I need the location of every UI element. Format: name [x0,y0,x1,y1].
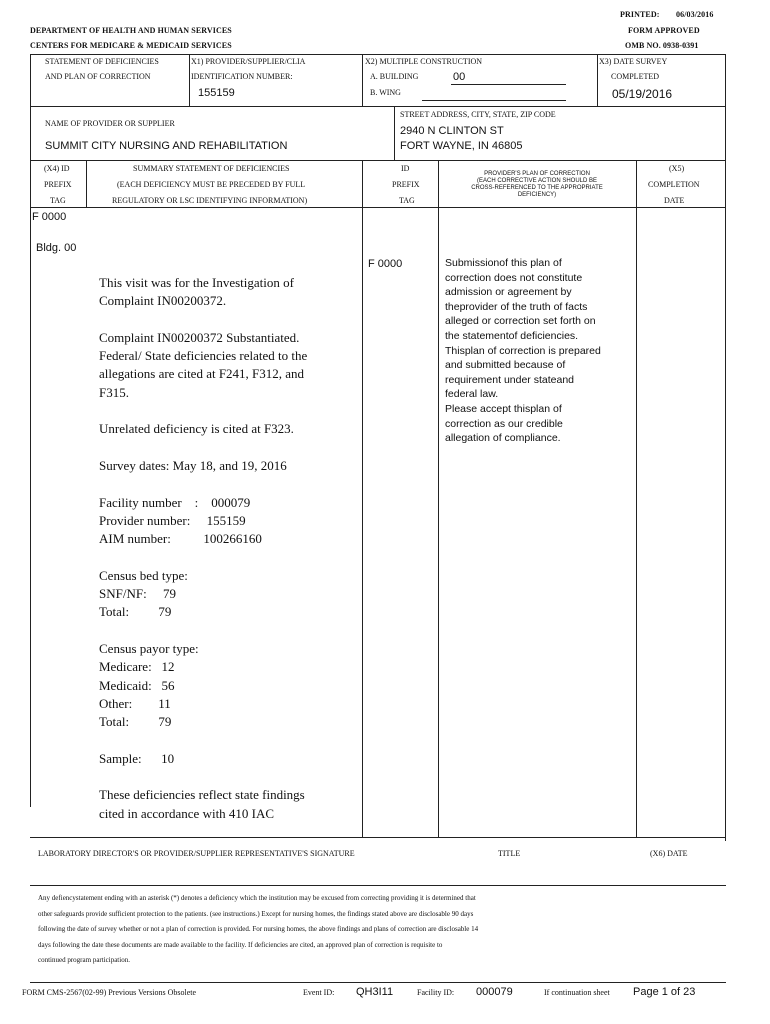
form-approved: FORM APPROVED [628,26,700,35]
summary-line: SNF/NF: 79 [99,586,176,602]
building-value: 00 [453,71,466,83]
completion-label: COMPLETION [648,180,700,189]
summary-line: Complaint IN00200372 Substantiated. [99,329,300,345]
plan-of-correction-text [445,256,633,446]
plan-line: federal law. [445,388,499,401]
address-label: STREET ADDRESS, CITY, STATE, ZIP CODE [400,110,556,119]
summary-line [99,475,307,493]
plan-line: Please accept thisplan of [445,402,562,415]
plan-line: alleged or correction set forth on [445,315,596,328]
summary-line: Survey dates: May 18, and 19, 2016 [99,457,287,473]
page-number: Page 1 of 23 [633,986,696,998]
title-label: TITLE [498,849,521,858]
x4-tag-label: TAG [50,196,66,205]
summary-line [99,311,307,329]
wing-label: B. WING [370,88,401,97]
plan-line: correction does not constitute [445,271,583,284]
disclaimer-line: days following the date these documents are made available to the facility. If deficiencies are cited, an approved plan of correction is requisite to [38,940,443,949]
plan-line: theprovider of the truth of facts [445,300,588,313]
summary-line: Medicaid: 56 [99,677,175,693]
plan-line: correction as our credible [445,417,563,430]
centers-title: CENTERS FOR MEDICARE & MEDICAID SERVICES [30,41,232,50]
statement-label: STATEMENT OF DEFICIENCIES [45,57,159,66]
summary-line: AIM number: 100266160 [99,531,262,547]
x5-label: (X5) [669,164,685,173]
id-label: ID [401,164,410,173]
date-label: DATE [664,196,685,205]
completed-label: COMPLETED [611,72,659,81]
facility-id-label: Facility ID: [417,988,455,997]
summary-line: Medicare: 12 [99,659,175,675]
disclaimer-line: following the date of survey whether or not a plan of correction is provided. For nursing homes, the above findings and plans of correction are disclosable 14 [38,925,479,934]
summary-line: Census payor type: [99,640,199,656]
disclaimer [38,891,478,969]
plan-line: requirement under stateand [445,373,574,386]
summary-line: Provider number: 155159 [99,512,246,528]
date-survey-label: X3) DATE SURVEY [599,57,668,66]
disclaimer-line: continued program participation. [38,956,130,965]
summary-line [99,731,307,749]
plan-of-correction-label: AND PLAN OF CORRECTION [45,72,151,81]
summary-subheader: (EACH DEFICIENCY MUST BE PRECEDED BY FULL [117,180,306,189]
summary-line: This visit was for the Investigation of [99,275,294,290]
provider-id-value: 155159 [198,87,235,99]
plan-line: Submissionof this plan of [445,257,562,269]
summary-statement [99,274,307,823]
provider-id-label: X1) PROVIDER/SUPPLIER/CLIA [191,57,306,66]
summary-line: Other: 11 [99,695,171,711]
provider-name-value: SUMMIT CITY NURSING AND REHABILITATION [45,140,288,152]
plan-line: the statementof deficiencies. [445,329,579,342]
summary-line [99,402,307,420]
summary-line: These deficiencies reflect state findings [99,787,305,803]
summary-line [99,768,307,786]
omb-number: OMB NO. 0938-0391 [625,41,699,50]
x6-date-label: (X6) DATE [650,849,688,858]
summary-line: cited in accordance with 410 IAC [99,805,275,821]
address-city: FORT WAYNE, IN 46805 [400,140,523,152]
summary-line: Unrelated deficiency is cited at F323. [99,421,294,437]
department-title: DEPARTMENT OF HEALTH AND HUMAN SERVICES [30,26,232,35]
identification-number-label: IDENTIFICATION NUMBER: [191,72,293,81]
summary-line [99,622,307,640]
address-street: 2940 N CLINTON ST [400,125,504,137]
building-tag: Bldg. 00 [36,242,77,254]
summary-line: Federal/ State deficiencies related to the [99,348,308,364]
printed-label: PRINTED: [620,10,660,19]
left-tag: F 0000 [32,211,67,223]
summary-line: Total: 79 [99,604,172,620]
event-id-value: QH3I11 [356,986,394,998]
right-tag: F 0000 [368,258,403,270]
summary-line [99,439,307,457]
plan-line: admission or agreement by [445,286,572,299]
plan-line: Thisplan of correction is prepared [445,344,601,357]
plan-header: PROVIDER'S PLAN OF CORRECTION (EACH CORRECTIVE ACTION SHOULD BE CROSS-REFERENCED TO THE APPROPRIATE DEFICIENCY) [471,171,603,198]
plan-line: allegation of compliance. [445,432,561,445]
summary-line [99,548,307,566]
multiple-construction-label: X2) MULTIPLE CONSTRUCTION [365,57,483,66]
summary-line: Facility number : 000079 [99,494,251,510]
signature-label: LABORATORY DIRECTOR'S OR PROVIDER/SUPPLIER REPRESENTATIVE'S SIGNATURE [38,849,355,858]
building-label: A. BUILDING [370,72,419,81]
summary-line: allegations are cited at F241, F312, and [99,366,305,382]
x4-id-label: (X4) ID [44,164,70,173]
summary-line: Sample: 10 [99,750,175,766]
disclaimer-line: other safeguards provide sufficient protection to the patients. (see instructions.) Except for nursing homes, the findings stated above are disclosable 90 days [38,909,474,918]
continuation-label: If continuation sheet [544,988,610,997]
id-prefix-label: PREFIX [392,180,420,189]
facility-id-value: 000079 [476,986,513,998]
event-id-label: Event ID: [303,988,335,997]
provider-name-label: NAME OF PROVIDER OR SUPPLIER [45,119,175,128]
summary-line: Total: 79 [99,714,172,730]
x4-prefix-label: PREFIX [44,180,72,189]
summary-subheader-2: REGULATORY OR LSC IDENTIFYING INFORMATION) [112,196,308,205]
survey-date-value: 05/19/2016 [612,87,673,101]
printed-date: 06/03/2016 [676,10,714,19]
id-tag-label: TAG [399,196,415,205]
summary-line: Census bed type: [99,567,188,583]
summary-header: SUMMARY STATEMENT OF DEFICIENCIES [133,164,290,173]
plan-line: and submitted because of [445,359,566,372]
summary-line: Complaint IN00200372. [99,293,227,309]
summary-line: F315. [99,384,129,400]
disclaimer-line: Any defiencystatement ending with an asterisk (*) denotes a deficiency which the institution may be excused from correcting providing it is determined that [38,894,476,902]
form-number: FORM CMS-2567(02-99) Previous Versions Obsolete [22,988,197,997]
